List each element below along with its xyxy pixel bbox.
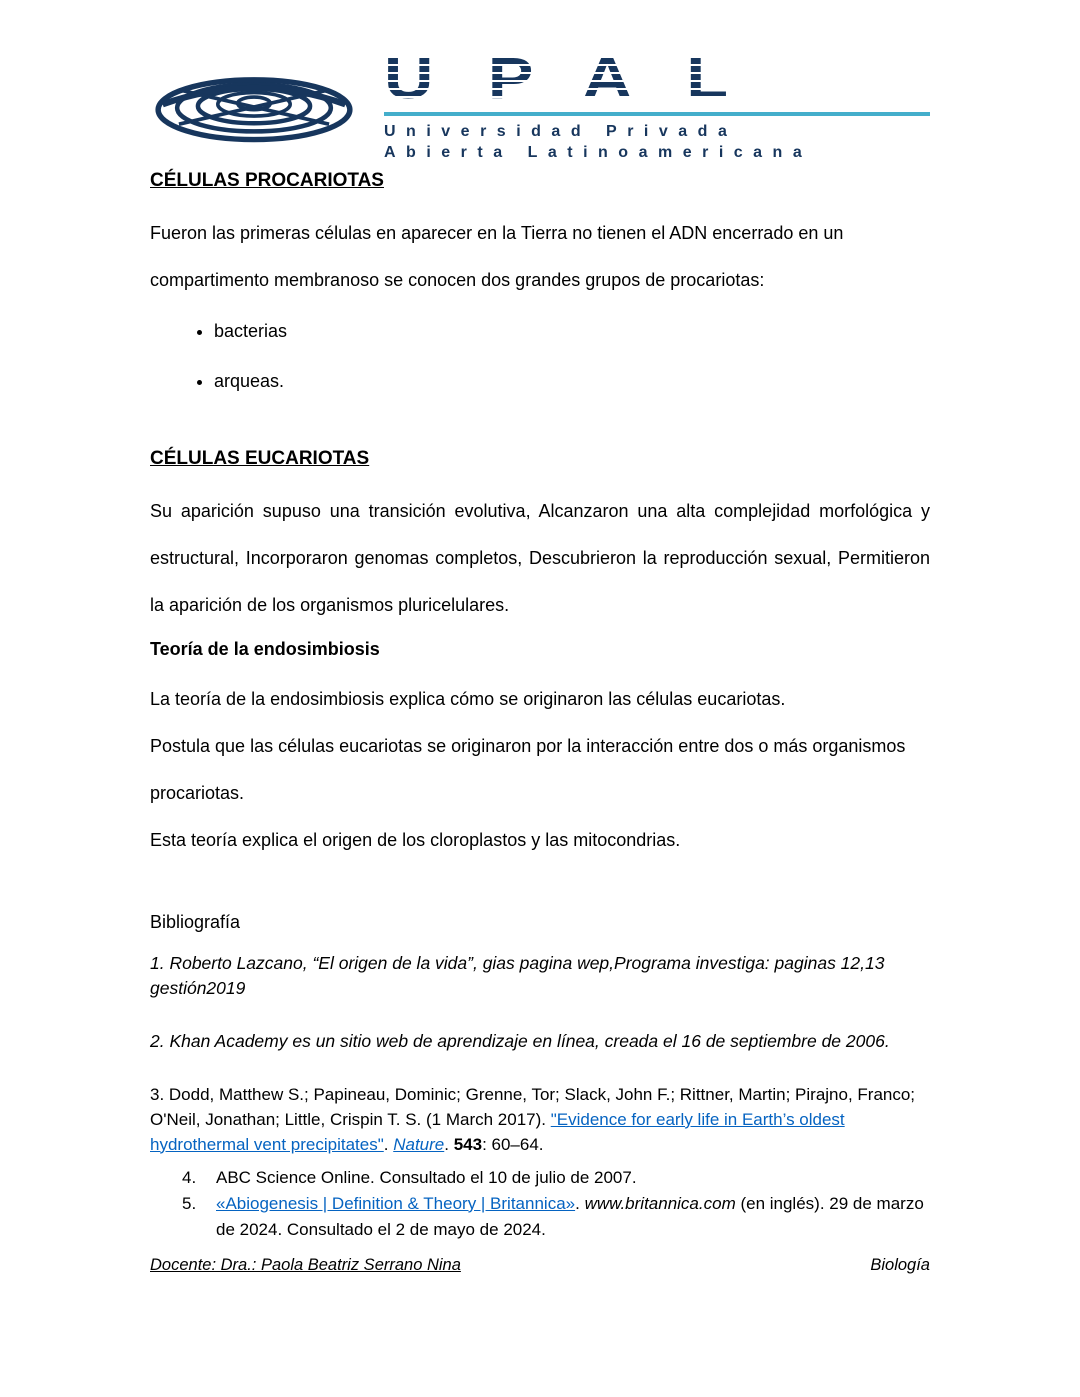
bibliografia-item-5 <box>182 1191 930 1243</box>
citation-volume: 543 <box>453 1134 483 1154</box>
citation-text: (en inglés). 29 de marzo de 2024. Consultado el 2 de mayo de 2024. <box>216 1193 924 1239</box>
page-footer <box>150 1256 930 1275</box>
bullet-item-arqueas: • arqueas. <box>214 356 930 406</box>
logo-name-line2: Abierta Latinoamericana <box>384 143 813 161</box>
endosimbiosis-paragraph-3: Esta teoría explica el origen de los cloroplastos y las mitocondrias. <box>150 829 681 850</box>
list-number: 4. <box>182 1167 197 1187</box>
bibliografia-numbered-list <box>150 1165 930 1243</box>
nature-journal-link[interactable]: Nature <box>393 1134 445 1154</box>
bibliografia-item-4 <box>182 1165 930 1191</box>
endosimbiosis-paragraph-1: La teoría de la endosimbiosis explica cómo se originaron las células eucariotas. <box>150 688 786 709</box>
bibliografia-item-3 <box>150 1082 930 1157</box>
evidence-article-link[interactable]: "Evidence for early life in Earth’s oldest hydrothermal vent precipitates" <box>150 1109 845 1154</box>
citation-text: 3. Dodd, Matthew S.; Papineau, Dominic; Grenne, Tor; Slack, John F.; Rittner, Martin; Pirajno, Franco; O'Neil, Jonathan; Little, Crispin T. S. (1 March 2017). <box>150 1084 916 1129</box>
eucariotas-title: CÉLULAS EUCARIOTAS <box>150 447 370 469</box>
logo-name-line1: Universidad Privada <box>384 123 738 140</box>
citation-separator: . <box>444 1134 454 1154</box>
university-logo <box>150 46 930 164</box>
citation-separator: . <box>575 1193 585 1213</box>
bibliografia-item-1: 1. Roberto Lazcano, “El origen de la vida”, gias pagina wep,Programa investiga: paginas 12,13 gestión2019 <box>150 952 885 998</box>
procariotas-bullet-list <box>150 306 930 406</box>
bibliografia-title: Bibliografía <box>150 911 241 932</box>
bullet-item-bacterias: • bacterias <box>214 306 930 356</box>
endosimbiosis-title: Teoría de la endosimbiosis <box>150 638 380 659</box>
procariotas-paragraph: Fueron las primeras células en aparecer en la Tierra no tienen el ADN encerrado en un compartimento membranoso se conocen dos grandes grupos de procariotas: <box>150 222 844 290</box>
globe-logo-icon <box>150 66 358 148</box>
logo-wordmark <box>384 46 930 164</box>
list-number: 5. <box>182 1193 197 1213</box>
eucariotas-paragraph: Su aparición supuso una transición evolutiva, Alcanzaron una alta complejidad morfológica y estructural, Incorporaron genomas completos, Descubrieron la reproducción sexual, Permitieron la aparición de los organismos pluricelulares. <box>150 500 930 615</box>
procariotas-title: CÉLULAS PROCARIOTAS <box>150 169 384 191</box>
footer-subject: Biología <box>870 1256 930 1274</box>
abiogenesis-britannica-link[interactable]: «Abiogenesis | Definition & Theory | Britannica» <box>216 1193 576 1213</box>
citation-website: www.britannica.com <box>584 1193 736 1213</box>
logo-acronym: UPAL <box>384 50 1028 108</box>
endosimbiosis-paragraph-2: Postula que las células eucariotas se originaron por la interacción entre dos o más organismos procariotas. <box>150 735 906 803</box>
logo-divider <box>384 112 930 116</box>
footer-docente: Docente: Dra.: Paola Beatriz Serrano Nina <box>150 1256 461 1274</box>
citation-separator: . <box>383 1134 394 1154</box>
citation-text: ABC Science Online. Consultado el 10 de julio de 2007. <box>216 1167 637 1187</box>
bibliografia-item-2: 2. Khan Academy es un sitio web de aprendizaje en línea, creada el 16 de septiembre de 2006. <box>150 1030 890 1051</box>
citation-pages: : 60–64. <box>482 1134 544 1154</box>
